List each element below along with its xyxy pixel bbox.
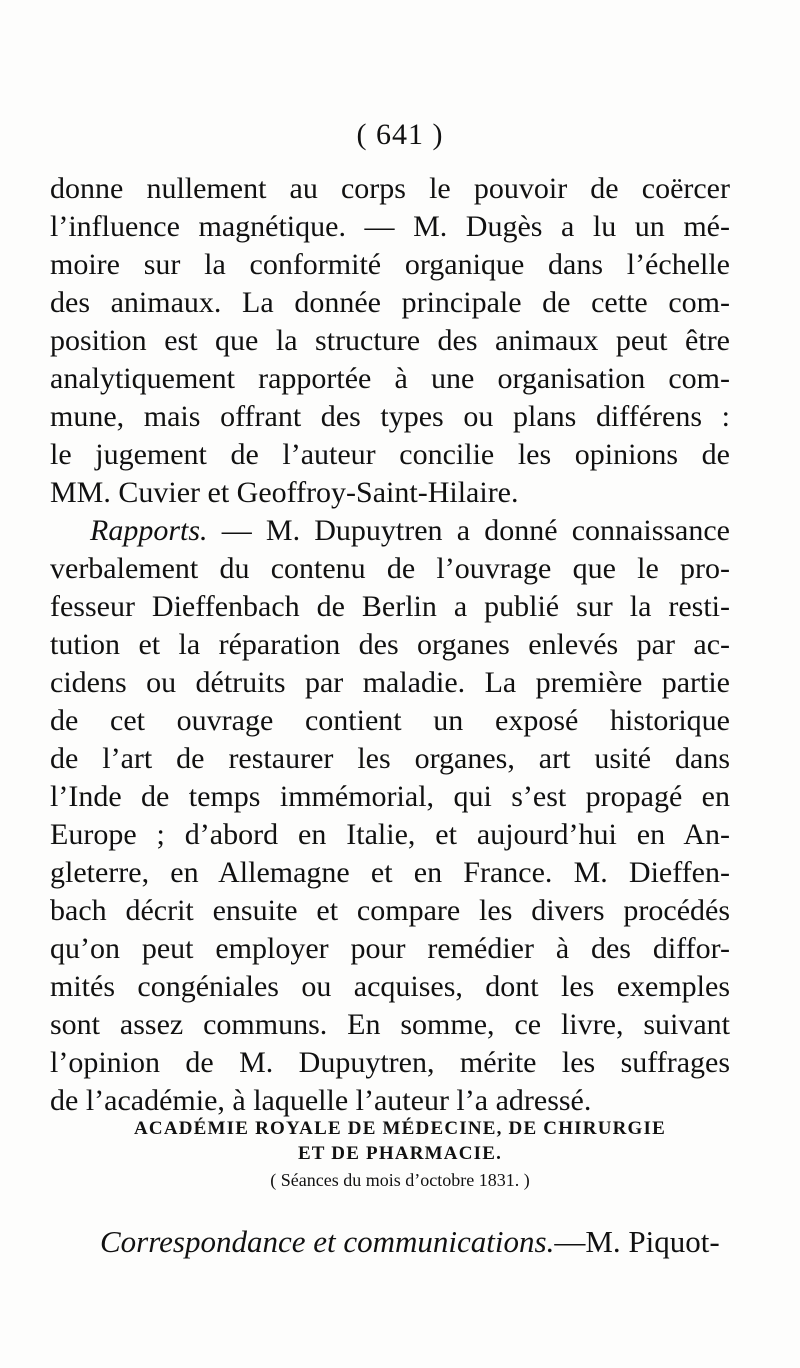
body-line: de cet ouvrage contient un exposé historique xyxy=(50,704,730,737)
body-line: donne nullement au corps le pouvoir de coërcer xyxy=(50,172,730,205)
rapports-label: Rapports. xyxy=(90,514,208,547)
body-line: Europe ; d’abord en Italie, et aujourd’hui en An- xyxy=(50,818,730,851)
body-line: verbalement du contenu de l’ouvrage que le pro- xyxy=(50,552,730,585)
body-line: moire sur la conformité organique dans l’échelle xyxy=(50,248,730,281)
page-number: ( 641 ) xyxy=(356,118,444,151)
body-line: de l’académie, à laquelle l’auteur l’a adressé. xyxy=(50,1084,592,1117)
rapports-first-line-text: — M. Dupuytren a donné connaissance xyxy=(221,514,731,547)
body-line: position est que la structure des animaux peut être xyxy=(50,324,730,357)
body-line: bach décrit ensuite et compare les divers procédés xyxy=(50,894,730,927)
section-subheading: ( Séances du mois d’octobre 1831. ) xyxy=(270,1170,530,1190)
body-line: l’influence magnétique. — M. Dugès a lu un mé- xyxy=(50,210,730,243)
rapports-first-line xyxy=(90,512,730,550)
body-line: l’opinion de M. Dupuytren, mérite les suffrages xyxy=(50,1046,730,1079)
section-heading-line-2: ET DE PHARMACIE. xyxy=(297,1143,503,1164)
body-line: qu’on peut employer pour remédier à des diffor- xyxy=(50,932,730,965)
correspondance-label: Correspondance et communications. xyxy=(100,1224,555,1259)
body-line: fesseur Dieffenbach de Berlin a publié sur la resti- xyxy=(50,590,730,623)
section-heading-line-1: ACADÉMIE ROYALE DE MÉDECINE, DE CHIRURGIE xyxy=(133,1118,666,1139)
body-line: gleterre, en Allemagne et en France. M. Dieffen- xyxy=(50,856,730,889)
body-line: mune, mais offrant des types ou plans différens : xyxy=(50,400,730,433)
final-line xyxy=(100,1222,740,1262)
body-line: sont assez communs. En somme, ce livre, suivant xyxy=(50,1008,730,1041)
body-line: de l’art de restaurer les organes, art usité dans xyxy=(50,742,730,775)
body-line: mités congéniales ou acquises, dont les exemples xyxy=(50,970,730,1003)
body-line: MM. Cuvier et Geoffroy-Saint-Hilaire. xyxy=(50,476,519,509)
final-line-text: —M. Piquot- xyxy=(554,1224,720,1259)
body-line: cidens ou détruits par maladie. La première partie xyxy=(50,666,730,699)
body-line: des animaux. La donnée principale de cette com- xyxy=(50,286,730,319)
body-line: analytiquement rapportée à une organisation com- xyxy=(50,362,730,395)
body-line: le jugement de l’auteur concilie les opinions de xyxy=(50,438,730,471)
body-line: tution et la réparation des organes enlevés par ac- xyxy=(50,628,730,661)
body-line: l’Inde de temps immémorial, qui s’est propagé en xyxy=(50,780,730,813)
